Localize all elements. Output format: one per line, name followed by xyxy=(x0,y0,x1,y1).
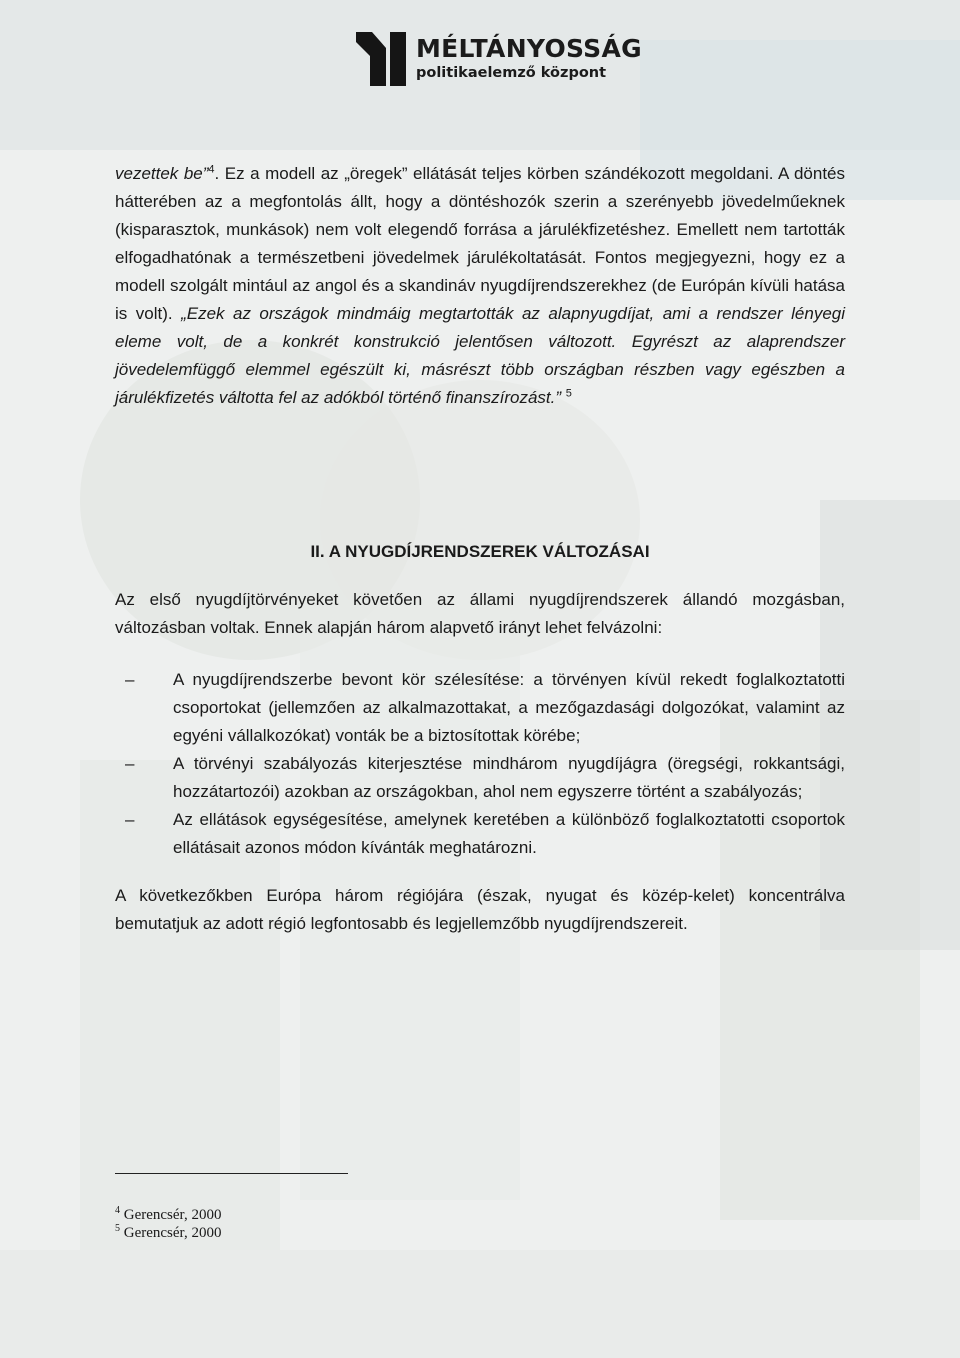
logo-subtitle: politikaelemző központ xyxy=(416,65,607,81)
footnotes xyxy=(115,1206,221,1242)
logo-mark-icon xyxy=(356,32,408,86)
list-item: – A nyugdíjrendszerbe bevont kör szélesítése: a törvényen kívül rekedt foglalkoztatotti csoportokat (jellemzően az alkalmazottakat, a mezőgazdasági dolgozókat, valamint az egyéni vállalkozókat) vonták be a biztosítottak körébe; xyxy=(115,666,845,750)
italic-quote: „Ezek az országok mindmáig megtartották az alapnyugdíjat, ami a rendszer lényegi eleme volt, de a konkrét konstrukció jelentősen változott. Egyrészt az alaprendszer jövedelemfüggő elemmel egészült ki, másrészt több országban részben vagy egészben a járulékfizetés váltotta fel az adókból történő finanszírozást.” xyxy=(115,304,845,407)
footnote-4: $^4$ Gerencsér, 2000 xyxy=(115,1205,222,1223)
footnote-separator xyxy=(115,1173,348,1174)
list-item: – A törvényi szabályozás kiterjesztése mindhárom nyugdíjágra (öregségi, rokkantsági, hozzátartozói) azokban az országokban, ahol nem egyszerre történt a szabályozás; xyxy=(115,750,845,806)
italic-quote-start: vezettek be” xyxy=(115,164,209,183)
footnote-ref-5: 5 xyxy=(565,387,572,400)
list-item: – Az ellátások egységesítése, amelynek keretében a különböző foglalkoztatotti csoportok ellátásait azonos módon kívánták meghatározni. xyxy=(115,806,845,862)
dash-bullet-icon: – xyxy=(125,670,135,689)
footnote-5: $^5$ Gerencsér, 2000 xyxy=(115,1223,222,1241)
footnote-ref-4: 4 xyxy=(208,163,215,176)
logo-title: MÉLTÁNYOSSÁG xyxy=(416,34,642,63)
dash-bullet-icon: – xyxy=(125,754,135,773)
bullet-list xyxy=(115,666,845,862)
paragraph-3: A következőkben Európa három régiójára (észak, nyugat és közép-kelet) koncentrálva bemutatjuk az adott régió legfontosabb és legjellemzőbb nyugdíjrendszereit. xyxy=(115,886,845,933)
document-body xyxy=(115,160,845,938)
dash-bullet-icon: – xyxy=(125,810,135,829)
paragraph-1 xyxy=(115,160,845,412)
paragraph-2: Az első nyugdíjtörvényeket követően az állami nyugdíjrendszerek állandó mozgásban, változásban voltak. Ennek alapján három alapvető irányt lehet felvázolni: xyxy=(115,590,845,637)
paragraph-1-text: . Ez a modell az „öregek” ellátását teljes körben szándékozott megoldani. A döntés hátterében az a megfontolás állt, hogy a döntéshozók szerin a szerényebb jövedelműeknek (kisparasztok, munkások) nem volt elegendő forrása a járulékfizetéshez. Emellett nem tartották elfogadhatónak a természetbeni jövedelmek járulékoltatását. Fontos megjegyezni, hogy ez a modell szolgált mintául az angol és a skandináv nyugdíjrendszerekhez (de Európán kívüli hatása is volt). xyxy=(115,164,845,323)
section-heading: II. A NYUGDÍJRENDSZEREK VÁLTOZÁSAI xyxy=(310,542,650,561)
